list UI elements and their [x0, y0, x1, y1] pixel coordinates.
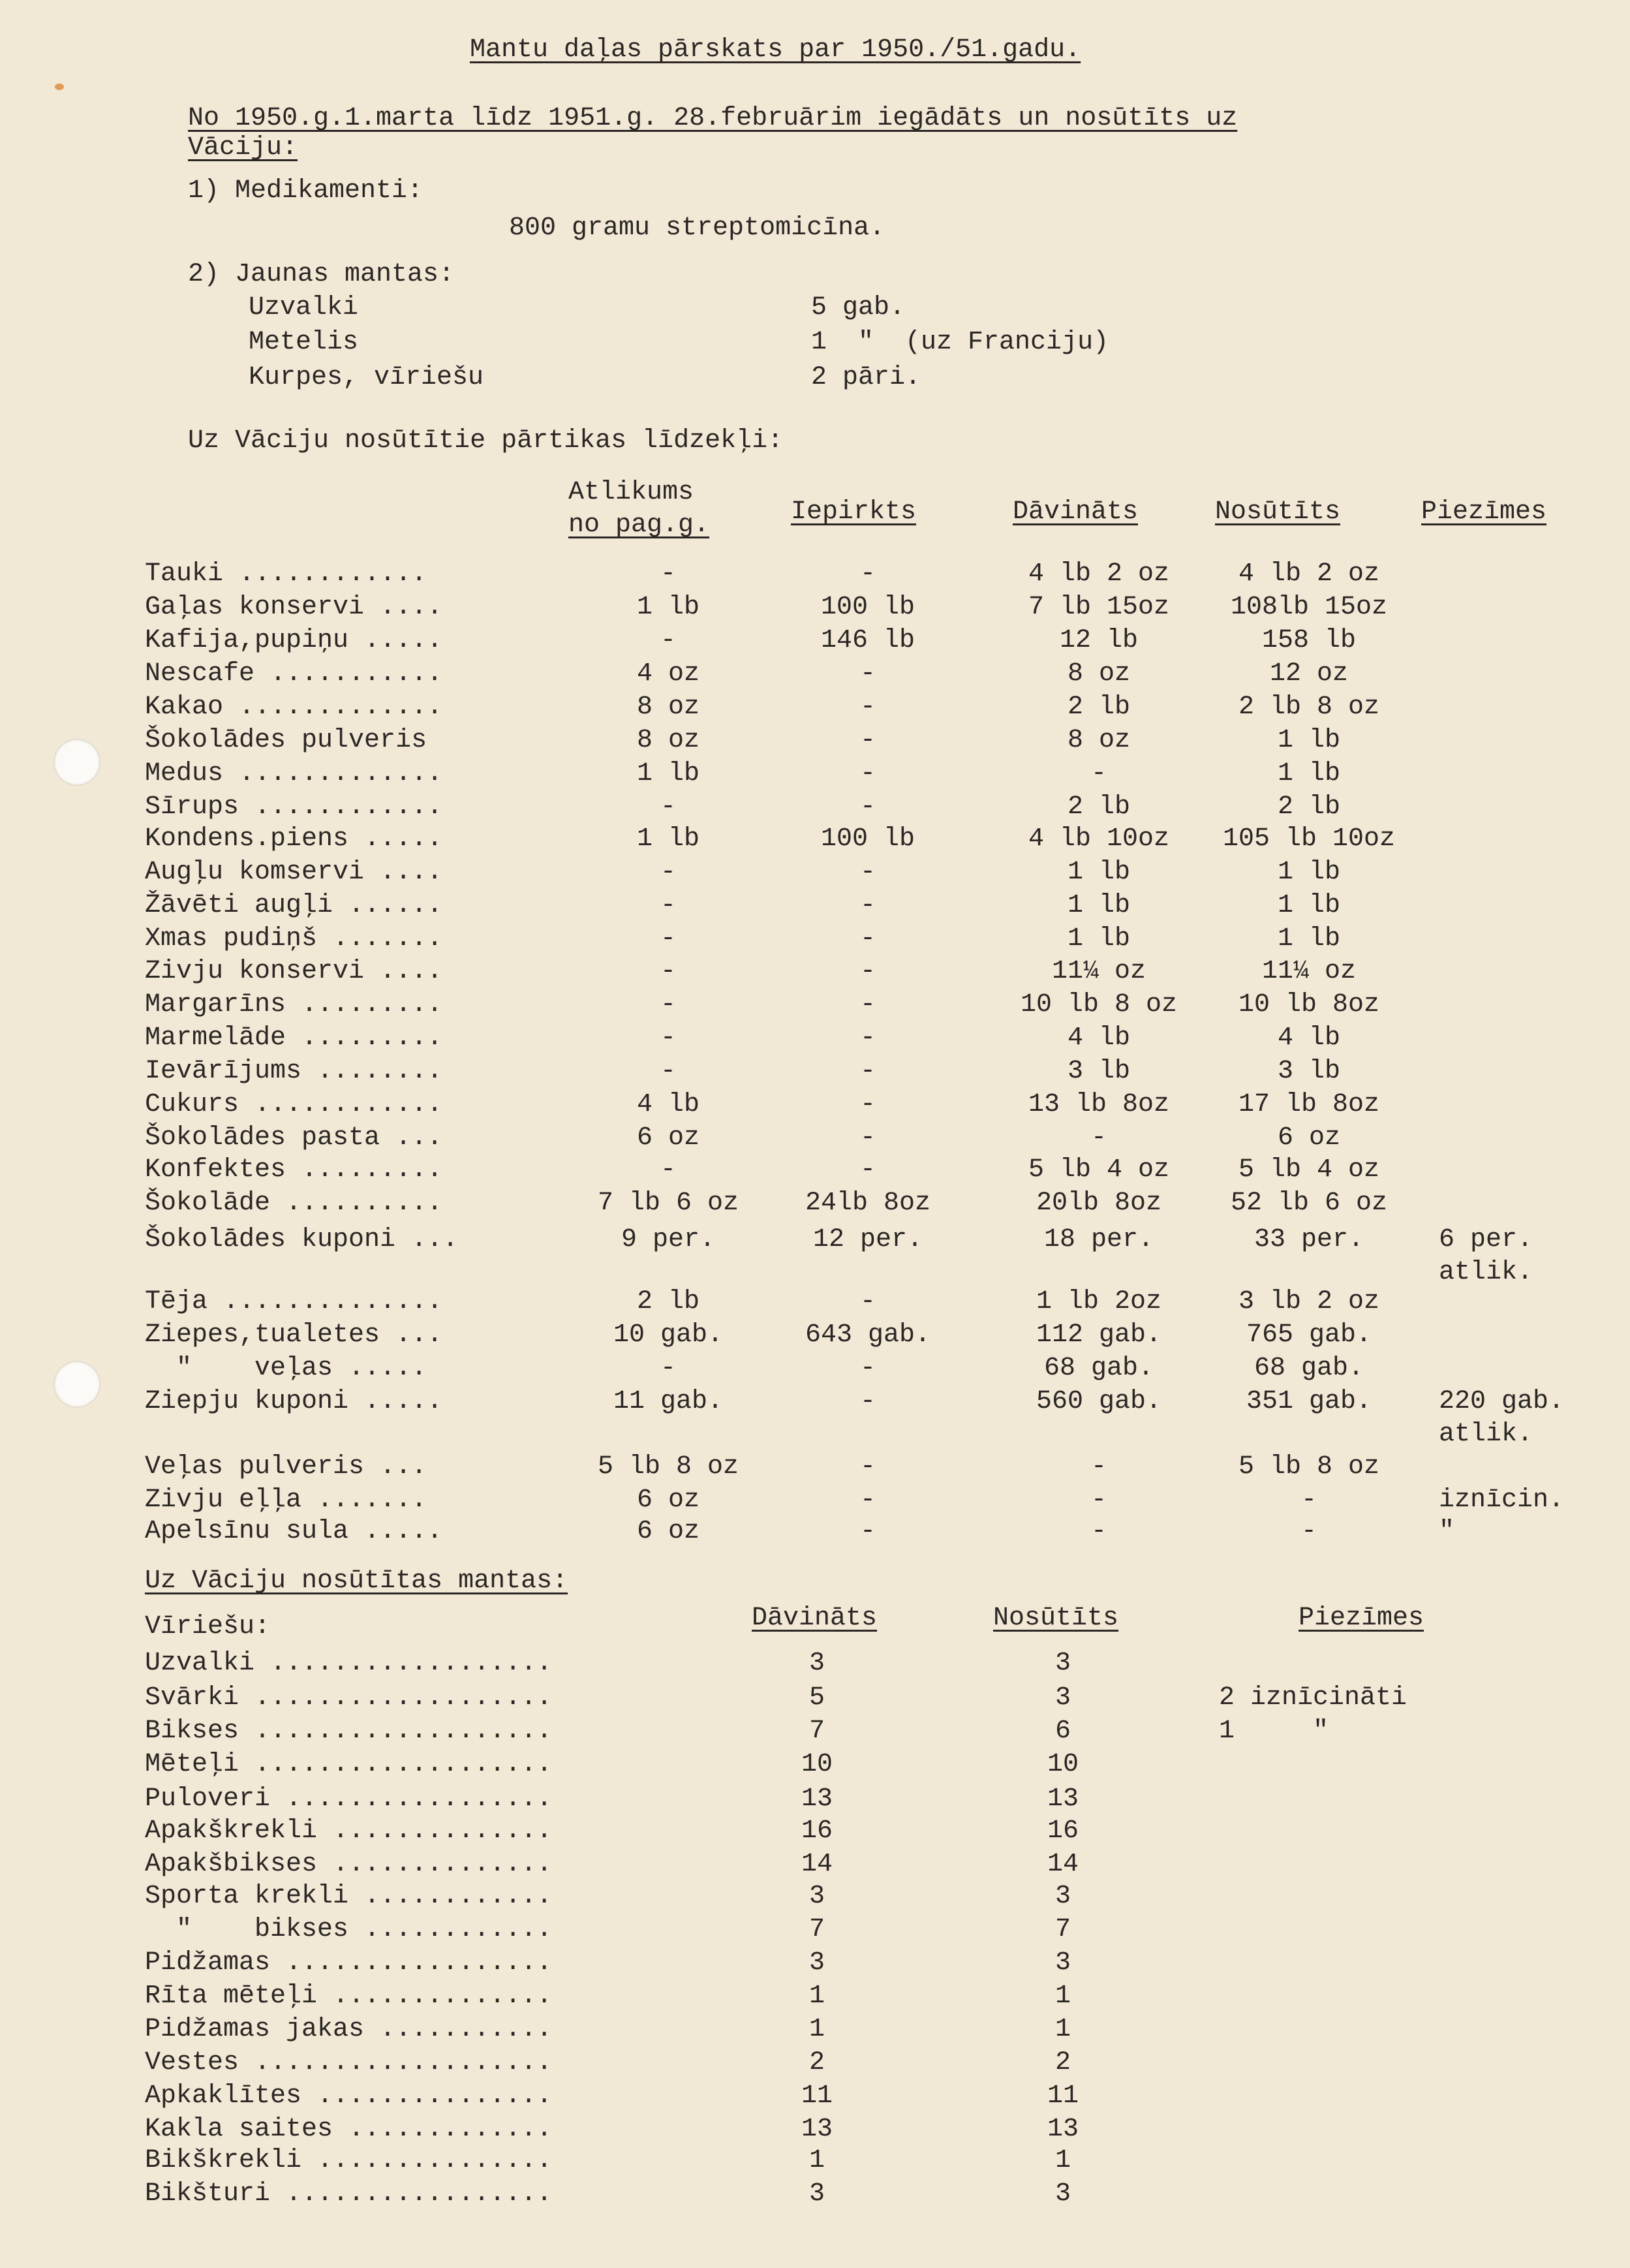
food-remainder: - [660, 858, 677, 887]
food-sent: 11¼ oz [1261, 957, 1357, 986]
goods-notes: 2 iznīcināti [1219, 1683, 1407, 1713]
punch-hole [54, 739, 100, 786]
food-item: Zivju eļļa ....... [145, 1485, 427, 1515]
food-item: Žāvēti augļi ...... [145, 891, 443, 920]
food-sent: 108lb 15oz [1230, 593, 1388, 622]
food-remainder: - [660, 1155, 677, 1185]
goods-sent: 2 [1054, 2048, 1071, 2077]
food-purchased: - [859, 1057, 876, 1086]
goods-item: Vestes ................... [145, 2048, 553, 2077]
new-goods-name: Metelis [249, 328, 359, 357]
food-item: Ievārījums ........ [145, 1057, 443, 1086]
goods-item: Sporta krekli ............ [145, 1882, 553, 1911]
goods-donated: 3 [808, 2179, 825, 2209]
goods-donated: 2 [808, 2048, 825, 2077]
food-sent: 1 lb [1277, 759, 1341, 788]
food-purchased: - [859, 1155, 876, 1185]
col-donated: Dāvināts [1013, 497, 1139, 527]
goods-sent: 6 [1054, 1717, 1071, 1746]
goods-sent: 3 [1054, 1882, 1071, 1911]
food-remainder: 4 lb [636, 1090, 700, 1119]
food-sent: - [1300, 1517, 1317, 1546]
food-sent: 3 lb [1277, 1057, 1341, 1086]
goods-sent: 16 [1047, 1816, 1079, 1846]
food-remainder: 4 oz [636, 659, 700, 689]
food-item: Kakao ............. [145, 692, 443, 722]
food-remainder: 7 lb 6 oz [597, 1188, 739, 1218]
food-purchased: 12 per. [812, 1225, 923, 1254]
new-goods-qty: 5 gab. [811, 293, 906, 322]
food-sent: 5 lb 8 oz [1238, 1452, 1380, 1482]
food-sent: 68 gab. [1253, 1354, 1364, 1383]
goods-item: Pidžamas ................. [145, 1948, 553, 1978]
goods-donated: 7 [808, 1717, 825, 1746]
goods-donated: 3 [808, 1649, 825, 1678]
food-remainder: 6 oz [636, 1485, 700, 1515]
food-remainder: - [660, 1057, 677, 1086]
food-donated: 2 lb [1067, 792, 1131, 822]
food-item: Xmas pudiņš ....... [145, 924, 443, 954]
food-remainder: 5 lb 8 oz [597, 1452, 739, 1482]
food-notes: iznīcin. [1439, 1485, 1565, 1515]
goods-donated: 14 [801, 1850, 833, 1879]
intro-line: No 1950.g.1.marta līdz 1951.g. 28.februārim iegādāts un nosūtīts uz [188, 104, 1238, 133]
food-item: Nescafe ........... [145, 659, 443, 689]
goods-item: Bikškrekli ............... [145, 2146, 553, 2175]
food-item: Šokolādes pasta ... [145, 1123, 443, 1153]
food-purchased: - [859, 891, 876, 920]
food-donated: 8 oz [1067, 726, 1131, 755]
food-remainder: - [660, 957, 677, 986]
food-donated: 560 gab. [1036, 1387, 1162, 1416]
food-item: Tēja .............. [145, 1287, 443, 1316]
goods-item: Bikses ................... [145, 1717, 553, 1746]
food-remainder: 1 lb [636, 593, 700, 622]
food-sent: 17 lb 8oz [1238, 1090, 1380, 1119]
food-purchased: 24lb 8oz [805, 1188, 931, 1218]
food-item: Ziepes,tualetes ... [145, 1320, 443, 1350]
food-donated: 11¼ oz [1051, 957, 1146, 986]
food-donated: 1 lb 2oz [1036, 1287, 1162, 1316]
food-notes: 6 per. [1439, 1225, 1533, 1254]
food-remainder: 11 gab. [613, 1387, 724, 1416]
goods-item: Kakla saites ............. [145, 2115, 553, 2144]
food-sent: 4 lb [1277, 1023, 1341, 1053]
food-item: Zivju konservi .... [145, 957, 443, 986]
food-remainder: 1 lb [636, 824, 700, 854]
food-item: Medus ............. [145, 759, 443, 788]
food-remainder: 8 oz [636, 726, 700, 755]
goods-heading: Uz Vāciju nosūtītas mantas: [145, 1566, 568, 1596]
food-sent: - [1300, 1485, 1317, 1515]
food-donated: 7 lb 15oz [1028, 593, 1170, 622]
food-purchased: - [859, 924, 876, 954]
food-remainder: 2 lb [636, 1287, 700, 1316]
food-remainder: - [660, 924, 677, 954]
goods-group: Vīriešu: [145, 1612, 271, 1641]
goods-donated: 5 [808, 1683, 825, 1713]
food-sent: 33 per. [1253, 1225, 1364, 1254]
goods-donated: 10 [801, 1750, 833, 1779]
goods-sent: 3 [1054, 2179, 1071, 2209]
food-remainder: 6 oz [636, 1517, 700, 1546]
food-sent: 52 lb 6 oz [1230, 1188, 1388, 1218]
food-purchased: - [859, 1517, 876, 1546]
food-sent: 10 lb 8oz [1238, 990, 1380, 1019]
food-sent: 105 lb 10oz [1222, 824, 1396, 854]
food-heading: Uz Vāciju nosūtītie pārtikas līdzekļi: [188, 426, 784, 456]
food-donated: 13 lb 8oz [1028, 1090, 1170, 1119]
goods-sent: 3 [1054, 1948, 1071, 1978]
goods-sent: 1 [1054, 2015, 1071, 2044]
food-sent: 6 oz [1277, 1123, 1341, 1153]
food-sent: 3 lb 2 oz [1238, 1287, 1380, 1316]
food-sent: 351 gab. [1246, 1387, 1372, 1416]
food-item: Kafija,pupiņu ..... [145, 626, 443, 655]
food-item: Šokolāde .......... [145, 1188, 443, 1218]
goods-donated: 13 [801, 1784, 833, 1814]
goods-donated: 3 [808, 1882, 825, 1911]
new-goods-heading: 2) Jaunas mantas: [188, 260, 455, 289]
food-item: Ziepju kuponi ..... [145, 1387, 443, 1416]
new-goods-name: Kurpes, vīriešu [249, 363, 484, 392]
goods-item: Uzvalki .................. [145, 1649, 553, 1678]
new-goods-qty: 1 " (uz Franciju) [811, 328, 1109, 357]
document-title: Mantu daļas pārskats par 1950./51.gadu. [470, 35, 1081, 65]
food-remainder: 6 oz [636, 1123, 700, 1153]
food-purchased: 146 lb [820, 626, 915, 655]
food-remainder: - [660, 559, 677, 589]
food-purchased: - [859, 759, 876, 788]
goods-sent: 1 [1054, 2146, 1071, 2175]
food-donated: 112 gab. [1036, 1320, 1162, 1350]
goods-donated: 1 [808, 2146, 825, 2175]
food-donated: 4 lb 2 oz [1028, 559, 1170, 589]
food-donated: 1 lb [1067, 858, 1131, 887]
food-remainder: - [660, 1023, 677, 1053]
food-item: Margarīns ......... [145, 990, 443, 1019]
food-purchased: 643 gab. [805, 1320, 931, 1350]
food-sent: 12 oz [1269, 659, 1349, 689]
food-item: " veļas ..... [145, 1354, 427, 1383]
food-donated: 4 lb 10oz [1028, 824, 1170, 854]
goods-sent: 13 [1047, 2115, 1079, 2144]
food-purchased: 100 lb [820, 824, 915, 854]
food-sent: 1 lb [1277, 924, 1341, 954]
goods-donated: 3 [808, 1948, 825, 1978]
food-sent: 1 lb [1277, 891, 1341, 920]
food-item: Sīrups ............ [145, 792, 443, 822]
food-item: Kondens.piens ..... [145, 824, 443, 854]
goods-sent: 11 [1047, 2081, 1079, 2111]
goods-notes: 1 " [1219, 1717, 1329, 1746]
medicines-heading: 1) Medikamenti: [188, 176, 423, 206]
food-sent: 2 lb [1277, 792, 1341, 822]
food-purchased: - [859, 1123, 876, 1153]
food-donated: 12 lb [1059, 626, 1139, 655]
goods-sent: 3 [1054, 1649, 1071, 1678]
new-goods-name: Uzvalki [249, 293, 359, 322]
goods-sent: 3 [1054, 1683, 1071, 1713]
food-donated: 3 lb [1067, 1057, 1131, 1086]
food-donated: - [1090, 1517, 1107, 1546]
food-notes: " [1439, 1517, 1455, 1546]
food-remainder: 1 lb [636, 759, 700, 788]
food-purchased: - [859, 1287, 876, 1316]
food-purchased: - [859, 726, 876, 755]
food-purchased: - [859, 858, 876, 887]
food-item: Augļu komservi .... [145, 858, 443, 887]
food-donated: - [1090, 1485, 1107, 1515]
food-item: Šokolādes kuponi ... [145, 1225, 459, 1254]
food-sent: 1 lb [1277, 858, 1341, 887]
food-purchased: - [859, 659, 876, 689]
food-item: Tauki ............ [145, 559, 427, 589]
intro-line: Vāciju: [188, 133, 298, 163]
goods-donated: 11 [801, 2081, 833, 2111]
food-item: Cukurs ............ [145, 1090, 443, 1119]
food-sent: 158 lb [1261, 626, 1357, 655]
goods-sent: 1 [1054, 1981, 1071, 2011]
col-notes: Piezīmes [1421, 497, 1547, 527]
food-item: Gaļas konservi .... [145, 593, 443, 622]
goods-item: Rīta mēteļi .............. [145, 1981, 553, 2011]
goods-item: Pidžamas jakas ........... [145, 2015, 553, 2044]
food-purchased: - [859, 1354, 876, 1383]
food-sent: 2 lb 8 oz [1238, 692, 1380, 722]
food-donated: 2 lb [1067, 692, 1131, 722]
goods-item: Mēteļi ................... [145, 1750, 553, 1779]
food-donated: 4 lb [1067, 1023, 1131, 1053]
goods-item: Apkaklītes ............... [145, 2081, 553, 2111]
food-purchased: - [859, 1090, 876, 1119]
food-remainder: - [660, 1354, 677, 1383]
col-donated: Dāvināts [752, 1604, 878, 1633]
food-donated: 18 per. [1043, 1225, 1154, 1254]
food-item: Konfektes ......... [145, 1155, 443, 1185]
food-remainder: - [660, 891, 677, 920]
goods-donated: 16 [801, 1816, 833, 1846]
food-purchased: - [859, 692, 876, 722]
food-donated: 8 oz [1067, 659, 1131, 689]
food-purchased: - [859, 792, 876, 822]
food-sent: 765 gab. [1246, 1320, 1372, 1350]
food-sent: 5 lb 4 oz [1238, 1155, 1380, 1185]
col-purchased: Iepirkts [791, 497, 917, 527]
goods-item: Apakšbikses .............. [145, 1850, 553, 1879]
food-item: Apelsīnu sula ..... [145, 1517, 443, 1546]
food-donated: - [1090, 1452, 1107, 1482]
food-item: Šokolādes pulveris [145, 726, 427, 755]
food-notes: 220 gab. [1439, 1387, 1565, 1416]
food-remainder: - [660, 990, 677, 1019]
food-donated: 5 lb 4 oz [1028, 1155, 1170, 1185]
food-donated: 1 lb [1067, 891, 1131, 920]
food-remainder: 8 oz [636, 692, 700, 722]
goods-item: " bikses ............ [145, 1915, 553, 1944]
food-notes: atlik. [1439, 1258, 1533, 1287]
food-purchased: - [859, 990, 876, 1019]
food-remainder: 9 per. [621, 1225, 716, 1254]
goods-item: Apakškrekli .............. [145, 1816, 553, 1846]
food-donated: 1 lb [1067, 924, 1131, 954]
medicines-item: 800 gramu streptomicīna. [509, 213, 885, 243]
food-remainder: - [660, 792, 677, 822]
food-purchased: - [859, 1452, 876, 1482]
goods-sent: 7 [1054, 1915, 1071, 1944]
orange-mark [55, 84, 64, 90]
food-item: Marmelāde ......... [145, 1023, 443, 1053]
goods-item: Puloveri ................. [145, 1784, 553, 1814]
goods-sent: 10 [1047, 1750, 1079, 1779]
col-sent: Nosūtīts [993, 1604, 1119, 1633]
food-purchased: - [859, 1387, 876, 1416]
food-donated: 68 gab. [1043, 1354, 1154, 1383]
food-sent: 1 lb [1277, 726, 1341, 755]
new-goods-qty: 2 pāri. [811, 363, 921, 392]
goods-sent: 14 [1047, 1850, 1079, 1879]
food-notes: atlik. [1439, 1420, 1533, 1449]
col-sent: Nosūtīts [1215, 497, 1341, 527]
goods-item: Svārki ................... [145, 1683, 553, 1713]
food-remainder: 10 gab. [613, 1320, 724, 1350]
food-donated: 20lb 8oz [1036, 1188, 1162, 1218]
food-purchased: 100 lb [820, 593, 915, 622]
food-donated: - [1090, 1123, 1107, 1153]
goods-sent: 13 [1047, 1784, 1079, 1814]
food-purchased: - [859, 957, 876, 986]
col-notes: Piezīmes [1299, 1604, 1424, 1633]
goods-item: Bikšturi ................. [145, 2179, 553, 2209]
food-donated: - [1090, 759, 1107, 788]
goods-donated: 13 [801, 2115, 833, 2144]
punch-hole [54, 1361, 100, 1408]
food-item: Veļas pulveris ... [145, 1452, 427, 1482]
food-purchased: - [859, 559, 876, 589]
food-sent: 4 lb 2 oz [1238, 559, 1380, 589]
goods-donated: 7 [808, 1915, 825, 1944]
goods-donated: 1 [808, 1981, 825, 2011]
food-donated: 10 lb 8 oz [1020, 990, 1178, 1019]
col-remainder: no pag.g. [568, 510, 710, 540]
food-purchased: - [859, 1023, 876, 1053]
goods-donated: 1 [808, 2015, 825, 2044]
col-remainder: Atlikums [568, 478, 694, 507]
food-remainder: - [660, 626, 677, 655]
food-purchased: - [859, 1485, 876, 1515]
